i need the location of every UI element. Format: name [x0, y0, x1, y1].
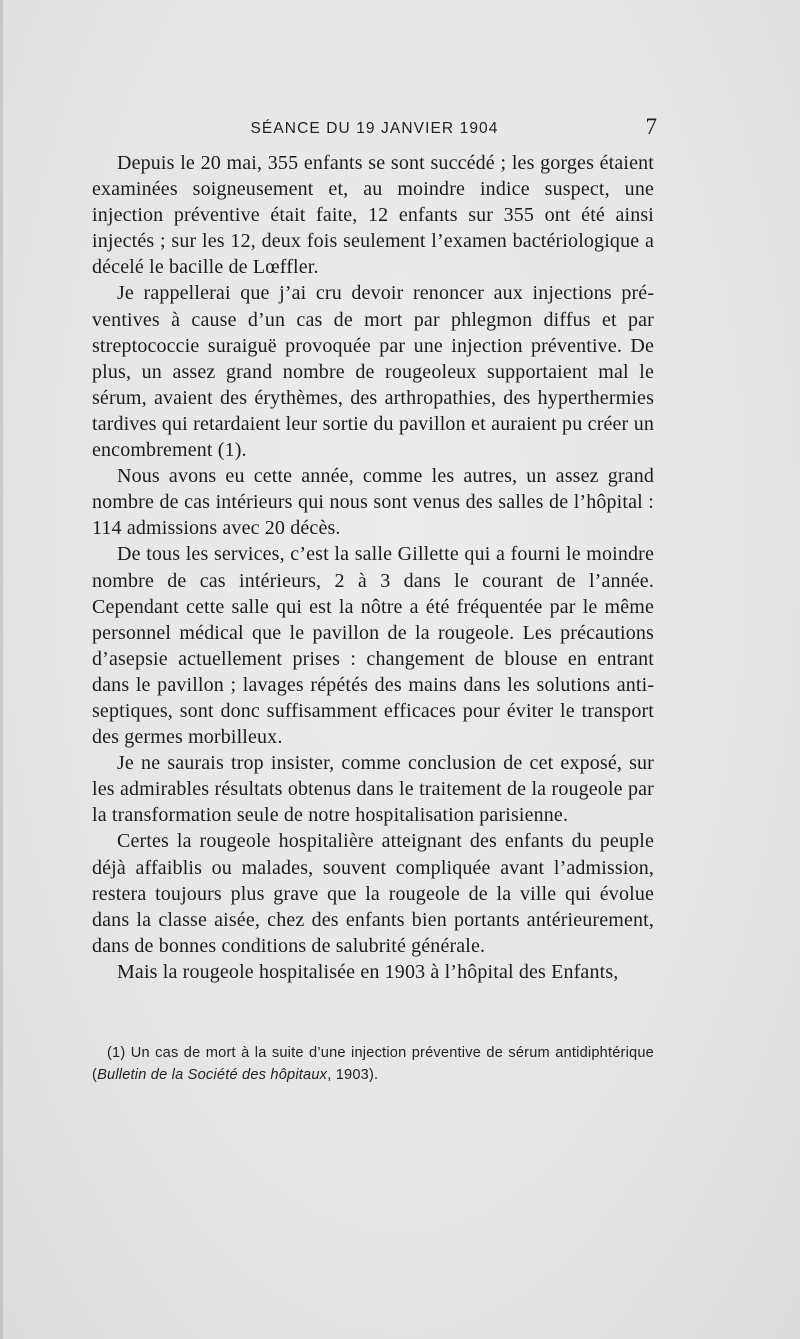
page-number: 7	[645, 114, 657, 139]
paragraph-4: De tous les services, c’est la salle Gillette qui a fourni le moindre nombre de cas intérieurs, 2 à 3 dans le courant de l’année. Cependant cette salle qui est la nôtre a été fréquentée par le même personnel médical que le pavillon de la rougeole. Les précautions d’asepsie actuellement prises : changement de blouse en entrant dans le pavillon ; lavages répétés des mains dans les solutions antiseptiques, sont donc suffisamment efficaces pour éviter le transport des germes morbilleux.	[92, 543, 654, 749]
footnote	[92, 1042, 654, 1086]
running-head	[92, 114, 657, 142]
paragraph-6: Certes la rougeole hospitalière atteignant des enfants du peuple déjà affaiblis ou malades, souvent compliquée avant l’admission, restera toujours plus grave que la rougeole de la ville qui évolue dans la classe aisée, chez des enfants bien portants antérieurement, dans de bonnes conditions de salubrité générale.	[92, 830, 654, 957]
paragraph-7: Mais la rougeole hospitalisée en 1903 à l’hôpital des Enfants,	[117, 960, 619, 983]
footnote-tail: , 1903).	[327, 1067, 379, 1083]
paragraph-3: Nous avons eu cette année, comme les autres, un assez grand nombre de cas intérieurs qui nous sont venus des salles de l’hôpital : 114 admissions avec 20 décès.	[92, 465, 654, 540]
page-edge-shadow	[0, 0, 3, 1339]
footnote-citation: Bulletin de la Société des hôpitaux	[97, 1067, 328, 1083]
footnote-text: (1) Un cas de mort à la suite d’une injection préventive de sérum antidiphtérique (	[92, 1045, 654, 1083]
paragraph-1: Depuis le 20 mai, 355 enfants se sont succédé ; les gorges étaient examinées soigneusement et, au moindre indice suspect, une injection préventive était faite, 12 enfants sur 355 ont été ainsi injectés ; sur les 12, deux fois seulement l’examen bactériologique a décelé le bacille de Lœffler.	[92, 152, 654, 279]
body-text	[92, 150, 654, 985]
paragraph-5: Je ne saurais trop insister, comme conclusion de cet exposé, sur les admirables résultats obtenus dans le traitement de la rougeole par la transformation seule de notre hospitalisation parisienne.	[92, 752, 654, 827]
running-title: SÉANCE DU 19 JANVIER 1904	[250, 120, 499, 137]
footnote-1	[92, 1042, 654, 1086]
paragraph-2: Je rappellerai que j’ai cru devoir renoncer aux injections préventives à cause d’un cas de mort par phlegmon diffus et par streptococcie suraiguë provoquée par une injection préventive. De plus, un assez grand nombre de rougeoleux supportaient mal le sérum, avaient des érythèmes, des arthropathies, des hyperthermies tardives qui retardaient leur sortie du pavillon et auraient pu créer un encombrement (1).	[92, 282, 654, 462]
